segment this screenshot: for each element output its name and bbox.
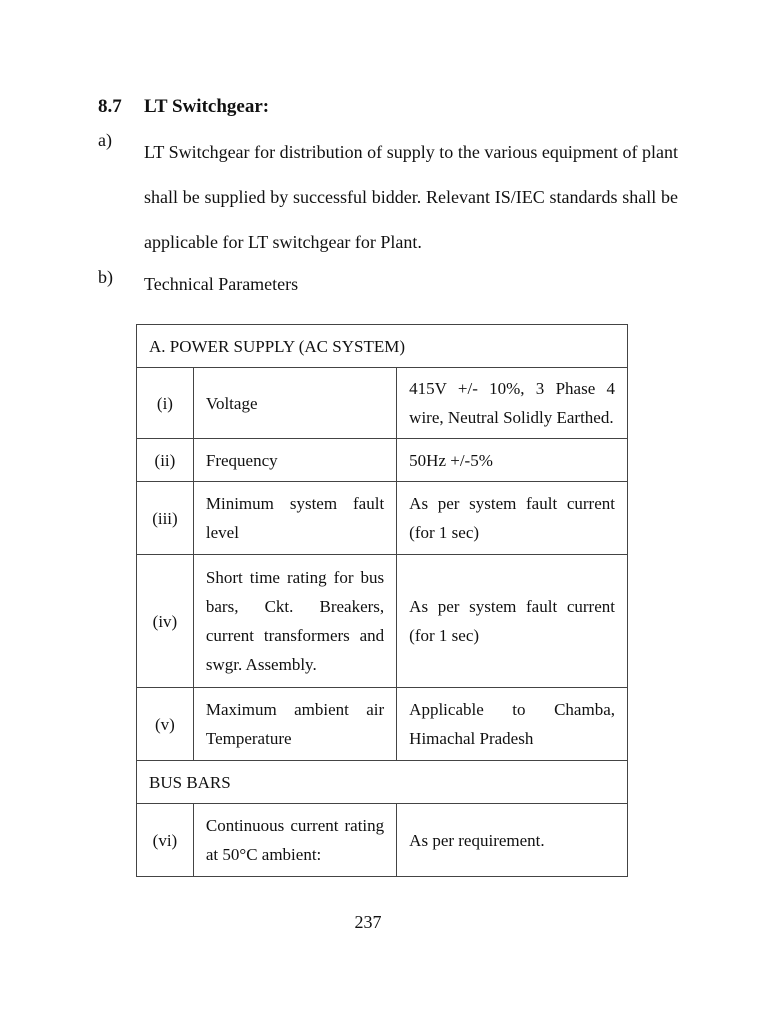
row-parameter: Short time rating for bus bars, Ckt. Breakers, current transformers and swgr. Assembly. (193, 555, 396, 688)
list-item-text: Technical Parameters (144, 274, 299, 294)
row-value: As per system fault current (for 1 sec) (397, 482, 628, 555)
table-row (137, 804, 628, 877)
row-index: (iii) (137, 482, 194, 555)
table-row (137, 368, 628, 439)
list-item-text: LT Switchgear for distribution of supply to the various equipment of plant shall be supplied by successful bidder. Relevant IS/IEC standards shall be applicable for LT switchgear for Plant. (144, 142, 678, 252)
row-value: As per requirement. (397, 804, 628, 877)
row-index: (i) (137, 368, 194, 439)
list-item-a (98, 130, 678, 265)
section-header-bus-bars: BUS BARS (137, 761, 628, 804)
table-row (137, 439, 628, 482)
section-title: LT Switchgear: (144, 96, 270, 117)
section-number: 8.7 (98, 96, 122, 117)
row-index: (iv) (137, 555, 194, 688)
table-row (137, 482, 628, 555)
row-parameter: Voltage (193, 368, 396, 439)
row-parameter: Frequency (193, 439, 396, 482)
technical-parameters-table (136, 324, 628, 877)
row-value: 50Hz +/-5% (397, 439, 628, 482)
list-marker: a) (98, 130, 112, 150)
row-parameter: Minimum system fault level (193, 482, 396, 555)
row-value: Applicable to Chamba, Himachal Pradesh (397, 688, 628, 761)
table-section-row (137, 325, 628, 368)
row-parameter: Maximum ambient air Temperature (193, 688, 396, 761)
table-row (137, 555, 628, 688)
row-value: As per system fault current (for 1 sec) (397, 555, 628, 688)
page-number: 237 (354, 912, 382, 932)
row-value: 415V +/- 10%, 3 Phase 4 wire, Neutral Solidly Earthed. (397, 368, 628, 439)
row-index: (ii) (137, 439, 194, 482)
section-header-power-supply: A. POWER SUPPLY (AC SYSTEM) (137, 325, 628, 368)
list-marker: b) (98, 267, 113, 287)
row-index: (vi) (137, 804, 194, 877)
table-section-row (137, 761, 628, 804)
section-heading (98, 96, 269, 118)
row-parameter: Continuous current rating at 50°C ambient: (193, 804, 396, 877)
row-index: (v) (137, 688, 194, 761)
list-item-b (98, 267, 678, 301)
table-row (137, 688, 628, 761)
